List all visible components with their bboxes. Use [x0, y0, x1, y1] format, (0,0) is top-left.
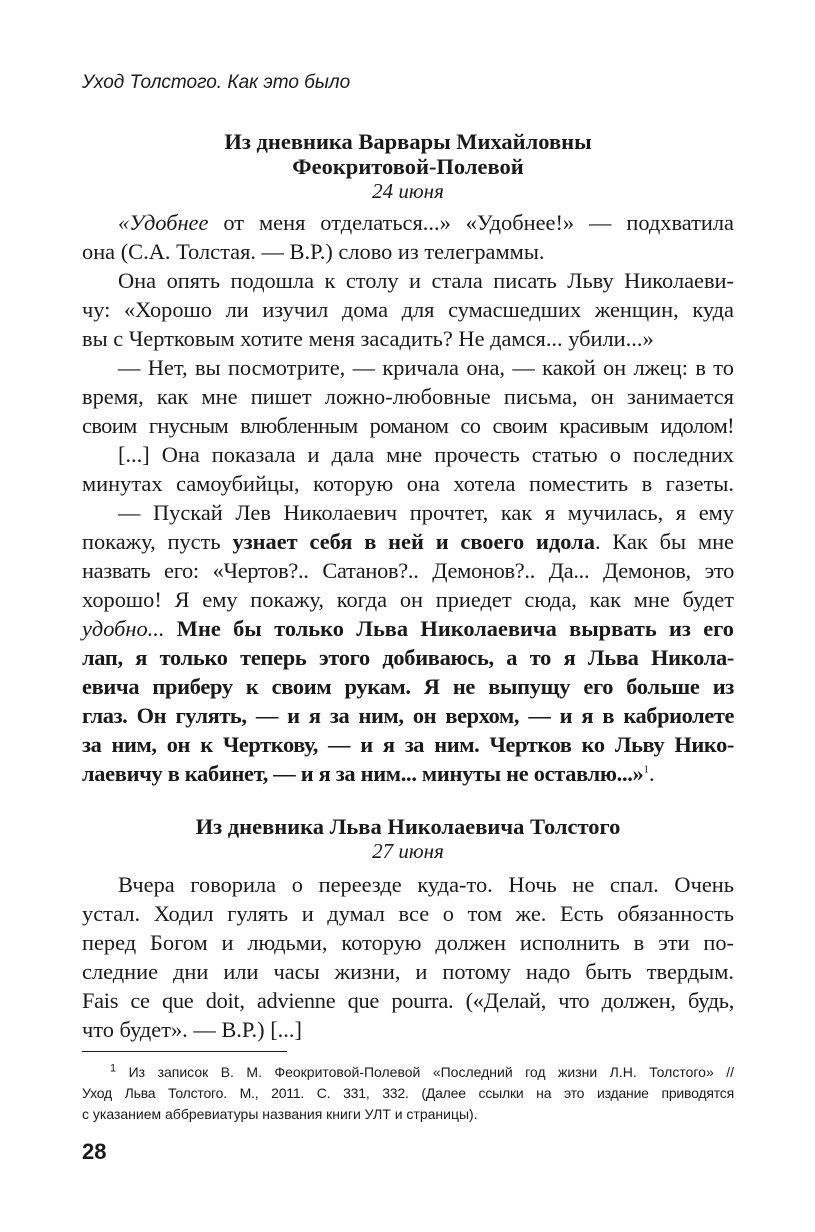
- text-run: .: [648, 761, 655, 786]
- body-line: [...] Она показала и дала мне прочесть статью о последних: [118, 442, 734, 467]
- body-line: вы с Чертковым хотите меня засадить? Не дамся... убили...»: [82, 326, 654, 351]
- footnote-line: Уход Льва Толстого. М., 2011. С. 331, 332. (Далее ссылки на это издание приводятся: [82, 1085, 734, 1101]
- body-line: назвать его: «Чертов?.. Сатанов?.. Демонов?.. Да... Демонов, это: [82, 558, 734, 583]
- body-line: хорошо! Я ему покажу, когда он приедет сюда, как мне будет: [82, 587, 734, 612]
- emphasis-italic: «Удобнее: [118, 210, 209, 235]
- footnote-line: [110, 1064, 734, 1080]
- footnote-rule: [82, 1051, 287, 1052]
- body-line: [82, 529, 734, 555]
- body-line: лап, я только теперь этого добиваюсь, а то я Льва Никола-: [82, 645, 734, 670]
- emphasis-bold: Мне бы только Льва Николаевича вырвать из его: [164, 616, 734, 641]
- body-line: глаз. Он гулять, — и я за ним, он верхом, — и я в кабриолете: [82, 703, 734, 728]
- body-line: следние дни или часы жизни, и потому надо быть твердым.: [82, 959, 734, 984]
- body-line: — Пускай Лев Николаевич прочтет, как я мучилась, я ему: [118, 500, 734, 525]
- text-run: от меня отделаться...» «Удобнее!» — подхватила: [208, 210, 734, 235]
- body-line: Fais ce que doit, advienne que pourra. («Делай, что должен, будь,: [82, 988, 734, 1013]
- page-number: 28: [82, 1139, 107, 1164]
- body-line: Она опять подошла к столу и стала писать Льву Николаеви-: [118, 268, 734, 293]
- body-line: за ним, он к Черткову, — и я за ним. Чертков ко Льву Нико-: [82, 732, 734, 757]
- footnote-line: с указанием аббревиатуры названия книги УЛТ и страницы).: [82, 1106, 478, 1122]
- section2-date: 27 июня: [372, 839, 444, 863]
- footnote-text: Из записок В. М. Феокритовой-Полевой «Последний год жизни Л.Н. Толстого» //: [128, 1064, 734, 1080]
- footnote-marker: 1: [110, 1062, 117, 1075]
- section1-title-line1: Из дневника Варвары Михайловны: [224, 129, 592, 154]
- emphasis-bold: лаевичу в кабинет, — и я за ним... минуты не оставлю...»: [82, 761, 644, 786]
- body-line: — Нет, вы посмотрите, — кричала она, — какой он лжец: в то: [118, 355, 734, 380]
- text-run: . Как бы мне: [594, 529, 734, 554]
- section1-title-line2: Феокритовой-Полевой: [292, 154, 524, 179]
- body-line: чу: «Хорошо ли изучил дома для сумасшедших женщин, куда: [82, 297, 734, 322]
- body-line: время, как мне пишет ложно-любовные письма, он занимается: [82, 384, 734, 409]
- body-line: устал. Ходил гулять и думал все о том же. Есть обязанность: [82, 901, 734, 926]
- body-line: [118, 210, 734, 236]
- body-line: что будет». — В.Р.) [...]: [82, 1017, 302, 1042]
- body-line: евича приберу к своим рукам. Я не выпущу его больше из: [82, 674, 734, 699]
- body-line: [82, 761, 734, 787]
- body-line: минутах самоубийцы, которую она хотела поместить в газеты.: [82, 471, 734, 496]
- running-head: Уход Толстого. Как это было: [82, 72, 351, 93]
- body-line: она (С.А. Толстая. — В.Р.) слово из телеграммы.: [82, 239, 545, 264]
- emphasis-bold: узнает себя в ней и своего идола: [232, 529, 595, 554]
- footnote-ref[interactable]: 1: [643, 763, 649, 776]
- body-line: [82, 616, 734, 642]
- text-run: покажу, пусть: [82, 529, 233, 554]
- section1-date: 24 июня: [372, 179, 444, 203]
- body-line: Вчера говорила о переезде куда-то. Ночь не спал. Очень: [118, 872, 734, 897]
- emphasis-italic: удобно...: [82, 616, 165, 641]
- body-line: своим гнусным влюбленным романом со своим красивым идолом!: [82, 413, 734, 438]
- section2-title: Из дневника Льва Николаевича Толстого: [195, 814, 621, 839]
- body-line: перед Богом и людьми, которую должен исполнить в эти по-: [82, 930, 734, 955]
